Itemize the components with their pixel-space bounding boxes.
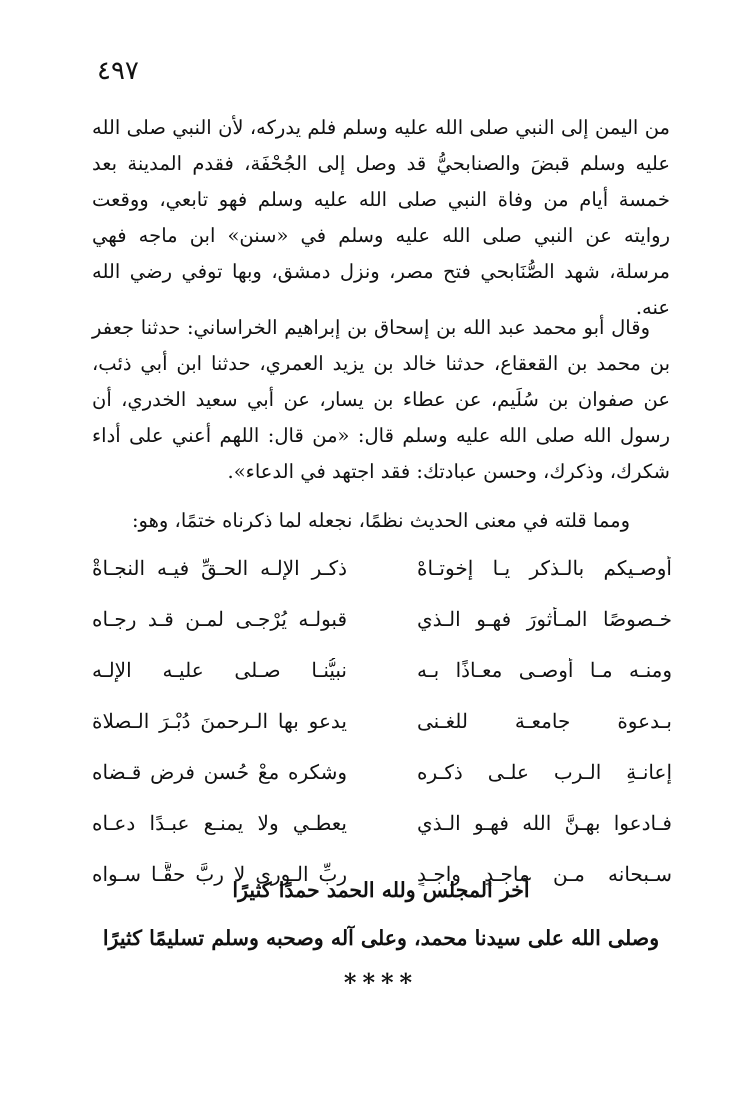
closing-line-2: وصلى الله على سيدنا محمد، وعلى آله وصحبه وسلم تسليمًا كثيرًا <box>102 926 660 950</box>
section-end-ornament: **** <box>343 968 419 997</box>
verse-first-hemistich: ومنـه مـا أوصـى معـاذًا بـه <box>417 657 672 682</box>
verse-first-hemistich: خـصوصًا المـأثورَ فهـو الـذي <box>417 606 672 631</box>
verse-first-hemistich: أوصـيكم بالـذكر يـا إخوتـاهْ <box>417 555 672 580</box>
verse-first-hemistich: فـادعوا بهـنَّ الله فهـو الـذي <box>417 810 672 835</box>
verse-second-hemistich: ربِّ الـورى لا ربَّ حقًّـا سـواه <box>92 861 347 886</box>
poem-verse <box>92 746 672 797</box>
verse-second-hemistich: نبيُّنـا صـلى عليـه الإلـه <box>92 657 347 682</box>
verse-second-hemistich: يدعو بها الـرحمنَ دُبْـرَ الـصلاة <box>92 708 347 733</box>
page-number: ٤٩٧ <box>97 56 139 86</box>
verse-second-hemistich: ذكـرِ الإلـه الحـقِّ فيـه النجـاةْ <box>92 555 347 580</box>
poem-verse <box>92 542 672 593</box>
body-paragraph-1: من اليمن إلى النبي صلى الله عليه وسلم فلم يدركه، لأن النبي صلى الله عليه وسلم قبضَ والصنابحيُّ قد وصل إلى الجُحْفَة، فقدم المدينة بعد خمسة أيام من وفاة النبي صلى الله عليه وسلم فهو تابعي، ووقعت روايته عن النبي صلى الله عليه وسلم في «سنن» ابن ماجه فهي مرسلة، شهد الصُّنَابحي فتح مصر، ونزل دمشق، وبها توفي رضي الله عنه. <box>92 116 670 319</box>
verse-first-hemistich: بـدعوة جامعـة للغـنى <box>417 708 672 733</box>
verse-second-hemistich: قبولـه يُرْجـى لمـن قـد رجـاه <box>92 606 347 631</box>
closing-line-1: آخر المجلس ولله الحمد حمدًا كثيرًا <box>232 878 530 902</box>
verse-first-hemistich: إعانـةِ الـرب علـى ذكـره <box>417 759 672 784</box>
poem-verse <box>92 797 672 848</box>
poem-verse <box>92 695 672 746</box>
poem <box>92 542 672 899</box>
poem-verse <box>92 644 672 695</box>
verse-first-hemistich: سـبحانه مـن ماجـدٍ واجـدٍ <box>417 861 672 886</box>
verse-second-hemistich: يعطـي ولا يمنـع عبـدًا دعـاه <box>92 810 347 835</box>
verse-second-hemistich: وشكره معْ حُسنِ فرضٍ قـضاه <box>92 759 347 784</box>
poem-intro: ومما قلته في معنى الحديث نظمًا، نجعله لما ذكرناه ختمًا، وهو: <box>131 509 631 532</box>
body-paragraph-2: وقال أبو محمد عبد الله بن إسحاق بن إبراهيم الخراساني: حدثنا جعفر بن محمد بن القعقاع، حدثنا خالد بن يزيد العمري، حدثنا ابن أبي ذئب، عن صفوان بن سُلَيم، عن عطاء بن يسار، عن أبي سعيد الخدري، أن رسول الله صلى الله عليه وسلم قال: «من قال: اللهم أعني على أداء شكرك، وذكرك، وحسن عبادتك: فقد اجتهد في الدعاء». <box>92 316 670 483</box>
poem-verse <box>92 593 672 644</box>
